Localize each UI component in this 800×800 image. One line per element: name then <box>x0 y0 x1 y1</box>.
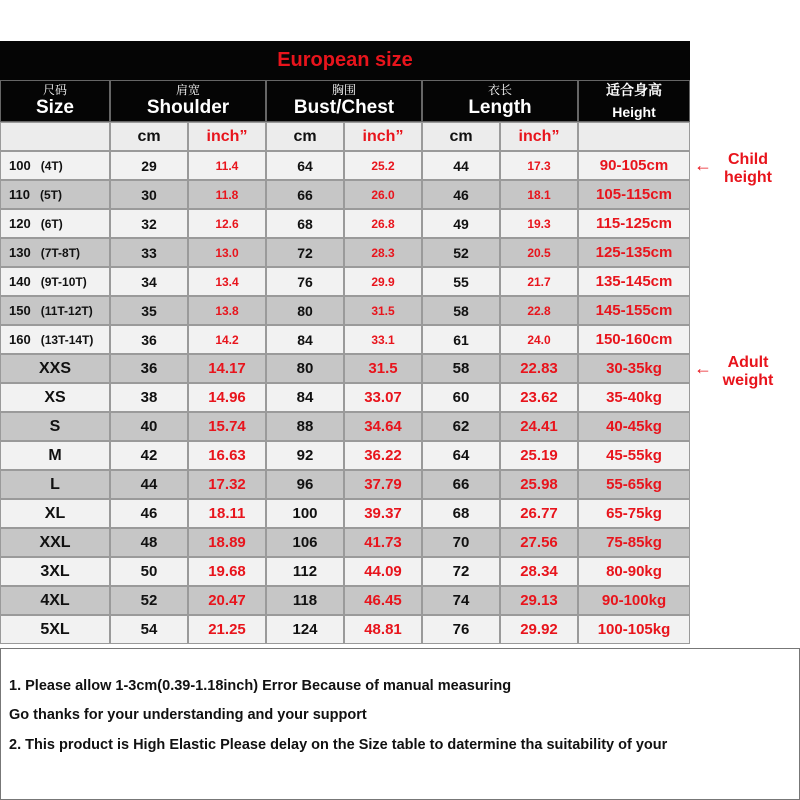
bust-inch: 39.37 <box>344 499 422 528</box>
bust-cm: 68 <box>266 209 344 238</box>
length-inch: 27.56 <box>500 528 578 557</box>
shoulder-inch: 14.17 <box>188 354 266 383</box>
size-label: 150 <box>9 303 31 318</box>
bust-inch: 46.45 <box>344 586 422 615</box>
fit-value: 105-115cm <box>578 180 690 209</box>
row-size <box>0 586 110 615</box>
size-label: 3XL <box>40 562 70 580</box>
child-height-label <box>718 151 778 187</box>
note-line-1: 1. Please allow 1-3cm(0.39-1.18inch) Error Because of manual measuring <box>9 678 512 694</box>
length-cm: 74 <box>422 586 500 615</box>
length-inch: 26.77 <box>500 499 578 528</box>
shoulder-cm: 30 <box>110 180 188 209</box>
shoulder-inch: 14.96 <box>188 383 266 412</box>
row-size <box>0 296 110 325</box>
row-size <box>0 499 110 528</box>
bust-inch: 25.2 <box>344 151 422 180</box>
shoulder-cm: 32 <box>110 209 188 238</box>
fit-value: 30-35kg <box>578 354 690 383</box>
age-label: (7T-8T) <box>40 245 81 260</box>
row-size <box>0 209 110 238</box>
shoulder-cm: 48 <box>110 528 188 557</box>
length-cm: 64 <box>422 441 500 470</box>
bust-cm: 112 <box>266 557 344 586</box>
bust-inch: 28.3 <box>344 238 422 267</box>
shoulder-inch: 17.32 <box>188 470 266 499</box>
header-size-cn: 尺码 <box>42 83 67 97</box>
shoulder-cm: 46 <box>110 499 188 528</box>
shoulder-cm: 36 <box>110 354 188 383</box>
length-inch: 24.41 <box>500 412 578 441</box>
age-label: (4T) <box>40 158 63 173</box>
shoulder-cm: 54 <box>110 615 188 644</box>
size-label: M <box>48 446 62 464</box>
size-label: 130 <box>9 245 31 260</box>
length-cm: 61 <box>422 325 500 354</box>
size-label: 110 <box>9 187 30 202</box>
length-inch: 19.3 <box>500 209 578 238</box>
length-cm: 49 <box>422 209 500 238</box>
length-cm: 70 <box>422 528 500 557</box>
bust-inch: 31.5 <box>344 296 422 325</box>
unit-inch: inch” <box>500 122 578 151</box>
shoulder-inch: 18.11 <box>188 499 266 528</box>
bust-cm: 106 <box>266 528 344 557</box>
shoulder-cm: 35 <box>110 296 188 325</box>
shoulder-inch: 13.0 <box>188 238 266 267</box>
bust-cm: 72 <box>266 238 344 267</box>
bust-inch: 33.1 <box>344 325 422 354</box>
shoulder-inch: 11.8 <box>188 180 266 209</box>
length-cm: 72 <box>422 557 500 586</box>
bust-inch: 36.22 <box>344 441 422 470</box>
size-label: L <box>50 475 60 493</box>
length-cm: 58 <box>422 354 500 383</box>
bust-cm: 118 <box>266 586 344 615</box>
header-size <box>0 80 110 122</box>
bust-cm: 76 <box>266 267 344 296</box>
shoulder-cm: 52 <box>110 586 188 615</box>
bust-cm: 80 <box>266 296 344 325</box>
header-length-en: Length <box>468 97 532 118</box>
length-inch: 22.83 <box>500 354 578 383</box>
fit-value: 80-90kg <box>578 557 690 586</box>
bust-inch: 41.73 <box>344 528 422 557</box>
row-size <box>0 470 110 499</box>
row-size <box>0 441 110 470</box>
bust-inch: 29.9 <box>344 267 422 296</box>
age-label: (6T) <box>40 216 63 231</box>
fit-value: 100-105kg <box>578 615 690 644</box>
length-cm: 55 <box>422 267 500 296</box>
length-inch: 18.1 <box>500 180 578 209</box>
length-cm: 62 <box>422 412 500 441</box>
unit-inch: inch” <box>188 122 266 151</box>
fit-value: 150-160cm <box>578 325 690 354</box>
bust-cm: 64 <box>266 151 344 180</box>
bust-inch: 33.07 <box>344 383 422 412</box>
shoulder-cm: 50 <box>110 557 188 586</box>
bust-cm: 100 <box>266 499 344 528</box>
size-label: 140 <box>9 274 31 289</box>
row-size <box>0 151 110 180</box>
header-shoulder-en: Shoulder <box>146 97 230 118</box>
header-shoulder-cn: 肩宽 <box>175 83 200 97</box>
row-size <box>0 325 110 354</box>
header-bust <box>266 80 422 122</box>
bust-inch: 37.79 <box>344 470 422 499</box>
bust-cm: 84 <box>266 383 344 412</box>
length-cm: 52 <box>422 238 500 267</box>
shoulder-inch: 18.89 <box>188 528 266 557</box>
header-size-en: Size <box>35 97 75 118</box>
unit-inch: inch” <box>344 122 422 151</box>
header-fit <box>578 80 690 122</box>
length-inch: 29.92 <box>500 615 578 644</box>
length-cm: 66 <box>422 470 500 499</box>
length-cm: 76 <box>422 615 500 644</box>
header-length <box>422 80 578 122</box>
row-size <box>0 238 110 267</box>
unit-cm: cm <box>422 122 500 151</box>
length-cm: 60 <box>422 383 500 412</box>
size-label: XXS <box>38 359 71 377</box>
shoulder-inch: 20.47 <box>188 586 266 615</box>
row-size <box>0 383 110 412</box>
shoulder-cm: 40 <box>110 412 188 441</box>
row-size <box>0 412 110 441</box>
bust-inch: 31.5 <box>344 354 422 383</box>
size-label: 160 <box>9 332 31 347</box>
length-cm: 44 <box>422 151 500 180</box>
size-label: 120 <box>9 216 31 231</box>
fit-value: 40-45kg <box>578 412 690 441</box>
note-line-2: Go thanks for your understanding and your support <box>9 707 367 723</box>
bust-cm: 88 <box>266 412 344 441</box>
bust-cm: 96 <box>266 470 344 499</box>
length-inch: 24.0 <box>500 325 578 354</box>
bust-cm: 80 <box>266 354 344 383</box>
length-inch: 21.7 <box>500 267 578 296</box>
age-label: (9T-10T) <box>40 274 87 289</box>
shoulder-inch: 15.74 <box>188 412 266 441</box>
shoulder-cm: 33 <box>110 238 188 267</box>
shoulder-cm: 36 <box>110 325 188 354</box>
child-height-arrow-icon: ← <box>694 155 712 175</box>
shoulder-cm: 38 <box>110 383 188 412</box>
age-label: (11T-12T) <box>40 303 93 318</box>
shoulder-inch: 11.4 <box>188 151 266 180</box>
bust-inch: 26.8 <box>344 209 422 238</box>
header-bust-cn: 胸围 <box>331 83 356 97</box>
bust-inch: 44.09 <box>344 557 422 586</box>
shoulder-inch: 14.2 <box>188 325 266 354</box>
length-inch: 25.19 <box>500 441 578 470</box>
length-cm: 58 <box>422 296 500 325</box>
header-fit-cn: 适合身高 <box>606 82 662 98</box>
size-label: 5XL <box>40 620 70 638</box>
bust-inch: 26.0 <box>344 180 422 209</box>
bust-inch: 48.81 <box>344 615 422 644</box>
fit-value: 35-40kg <box>578 383 690 412</box>
age-label: (5T) <box>39 187 62 202</box>
length-inch: 23.62 <box>500 383 578 412</box>
unit-cm: cm <box>266 122 344 151</box>
notes-box <box>0 648 800 800</box>
adult-weight-arrow-icon: ← <box>694 358 712 378</box>
length-inch: 20.5 <box>500 238 578 267</box>
adult-weight-label <box>718 354 778 390</box>
fit-value: 135-145cm <box>578 267 690 296</box>
bust-inch: 34.64 <box>344 412 422 441</box>
child-height-label-line1: Child <box>728 151 768 168</box>
bust-cm: 84 <box>266 325 344 354</box>
shoulder-inch: 13.4 <box>188 267 266 296</box>
shoulder-inch: 21.25 <box>188 615 266 644</box>
length-inch: 25.98 <box>500 470 578 499</box>
child-height-label-line2: height <box>724 169 772 186</box>
size-label: 4XL <box>40 591 70 609</box>
shoulder-inch: 12.6 <box>188 209 266 238</box>
length-inch: 17.3 <box>500 151 578 180</box>
row-size <box>0 615 110 644</box>
fit-value: 90-100kg <box>578 586 690 615</box>
size-label: XL <box>44 504 66 522</box>
length-inch: 29.13 <box>500 586 578 615</box>
size-label: S <box>49 417 61 435</box>
age-label: (13T-14T) <box>40 332 94 347</box>
fit-value: 125-135cm <box>578 238 690 267</box>
row-size <box>0 528 110 557</box>
fit-value: 65-75kg <box>578 499 690 528</box>
row-size <box>0 180 110 209</box>
adult-weight-label-line2: weight <box>722 372 774 389</box>
shoulder-inch: 16.63 <box>188 441 266 470</box>
note-line-3: 2. This product is High Elastic Please delay on the Size table to datermine tha suitability of your <box>9 737 668 753</box>
header-length-cn: 衣长 <box>487 83 512 97</box>
row-size <box>0 557 110 586</box>
header-fit-en: Height <box>612 104 656 120</box>
size-label: XS <box>44 388 66 406</box>
size-label: 100 <box>9 158 31 173</box>
bust-cm: 66 <box>266 180 344 209</box>
header-bust-en: Bust/Chest <box>293 97 395 118</box>
header-shoulder <box>110 80 266 122</box>
length-cm: 46 <box>422 180 500 209</box>
fit-value: 115-125cm <box>578 209 690 238</box>
shoulder-cm: 44 <box>110 470 188 499</box>
shoulder-inch: 19.68 <box>188 557 266 586</box>
length-inch: 28.34 <box>500 557 578 586</box>
bust-cm: 124 <box>266 615 344 644</box>
unit-cm: cm <box>110 122 188 151</box>
units-fit-cell <box>578 122 690 151</box>
size-label: XXL <box>39 533 71 551</box>
length-cm: 68 <box>422 499 500 528</box>
fit-value: 145-155cm <box>578 296 690 325</box>
units-size-cell <box>0 122 110 151</box>
bust-cm: 92 <box>266 441 344 470</box>
shoulder-cm: 29 <box>110 151 188 180</box>
fit-value: 45-55kg <box>578 441 690 470</box>
fit-value: 55-65kg <box>578 470 690 499</box>
row-size <box>0 267 110 296</box>
fit-value: 75-85kg <box>578 528 690 557</box>
row-size <box>0 354 110 383</box>
shoulder-cm: 42 <box>110 441 188 470</box>
chart-title: European size <box>0 41 690 80</box>
adult-weight-label-line1: Adult <box>727 354 769 371</box>
shoulder-inch: 13.8 <box>188 296 266 325</box>
shoulder-cm: 34 <box>110 267 188 296</box>
fit-value: 90-105cm <box>578 151 690 180</box>
length-inch: 22.8 <box>500 296 578 325</box>
